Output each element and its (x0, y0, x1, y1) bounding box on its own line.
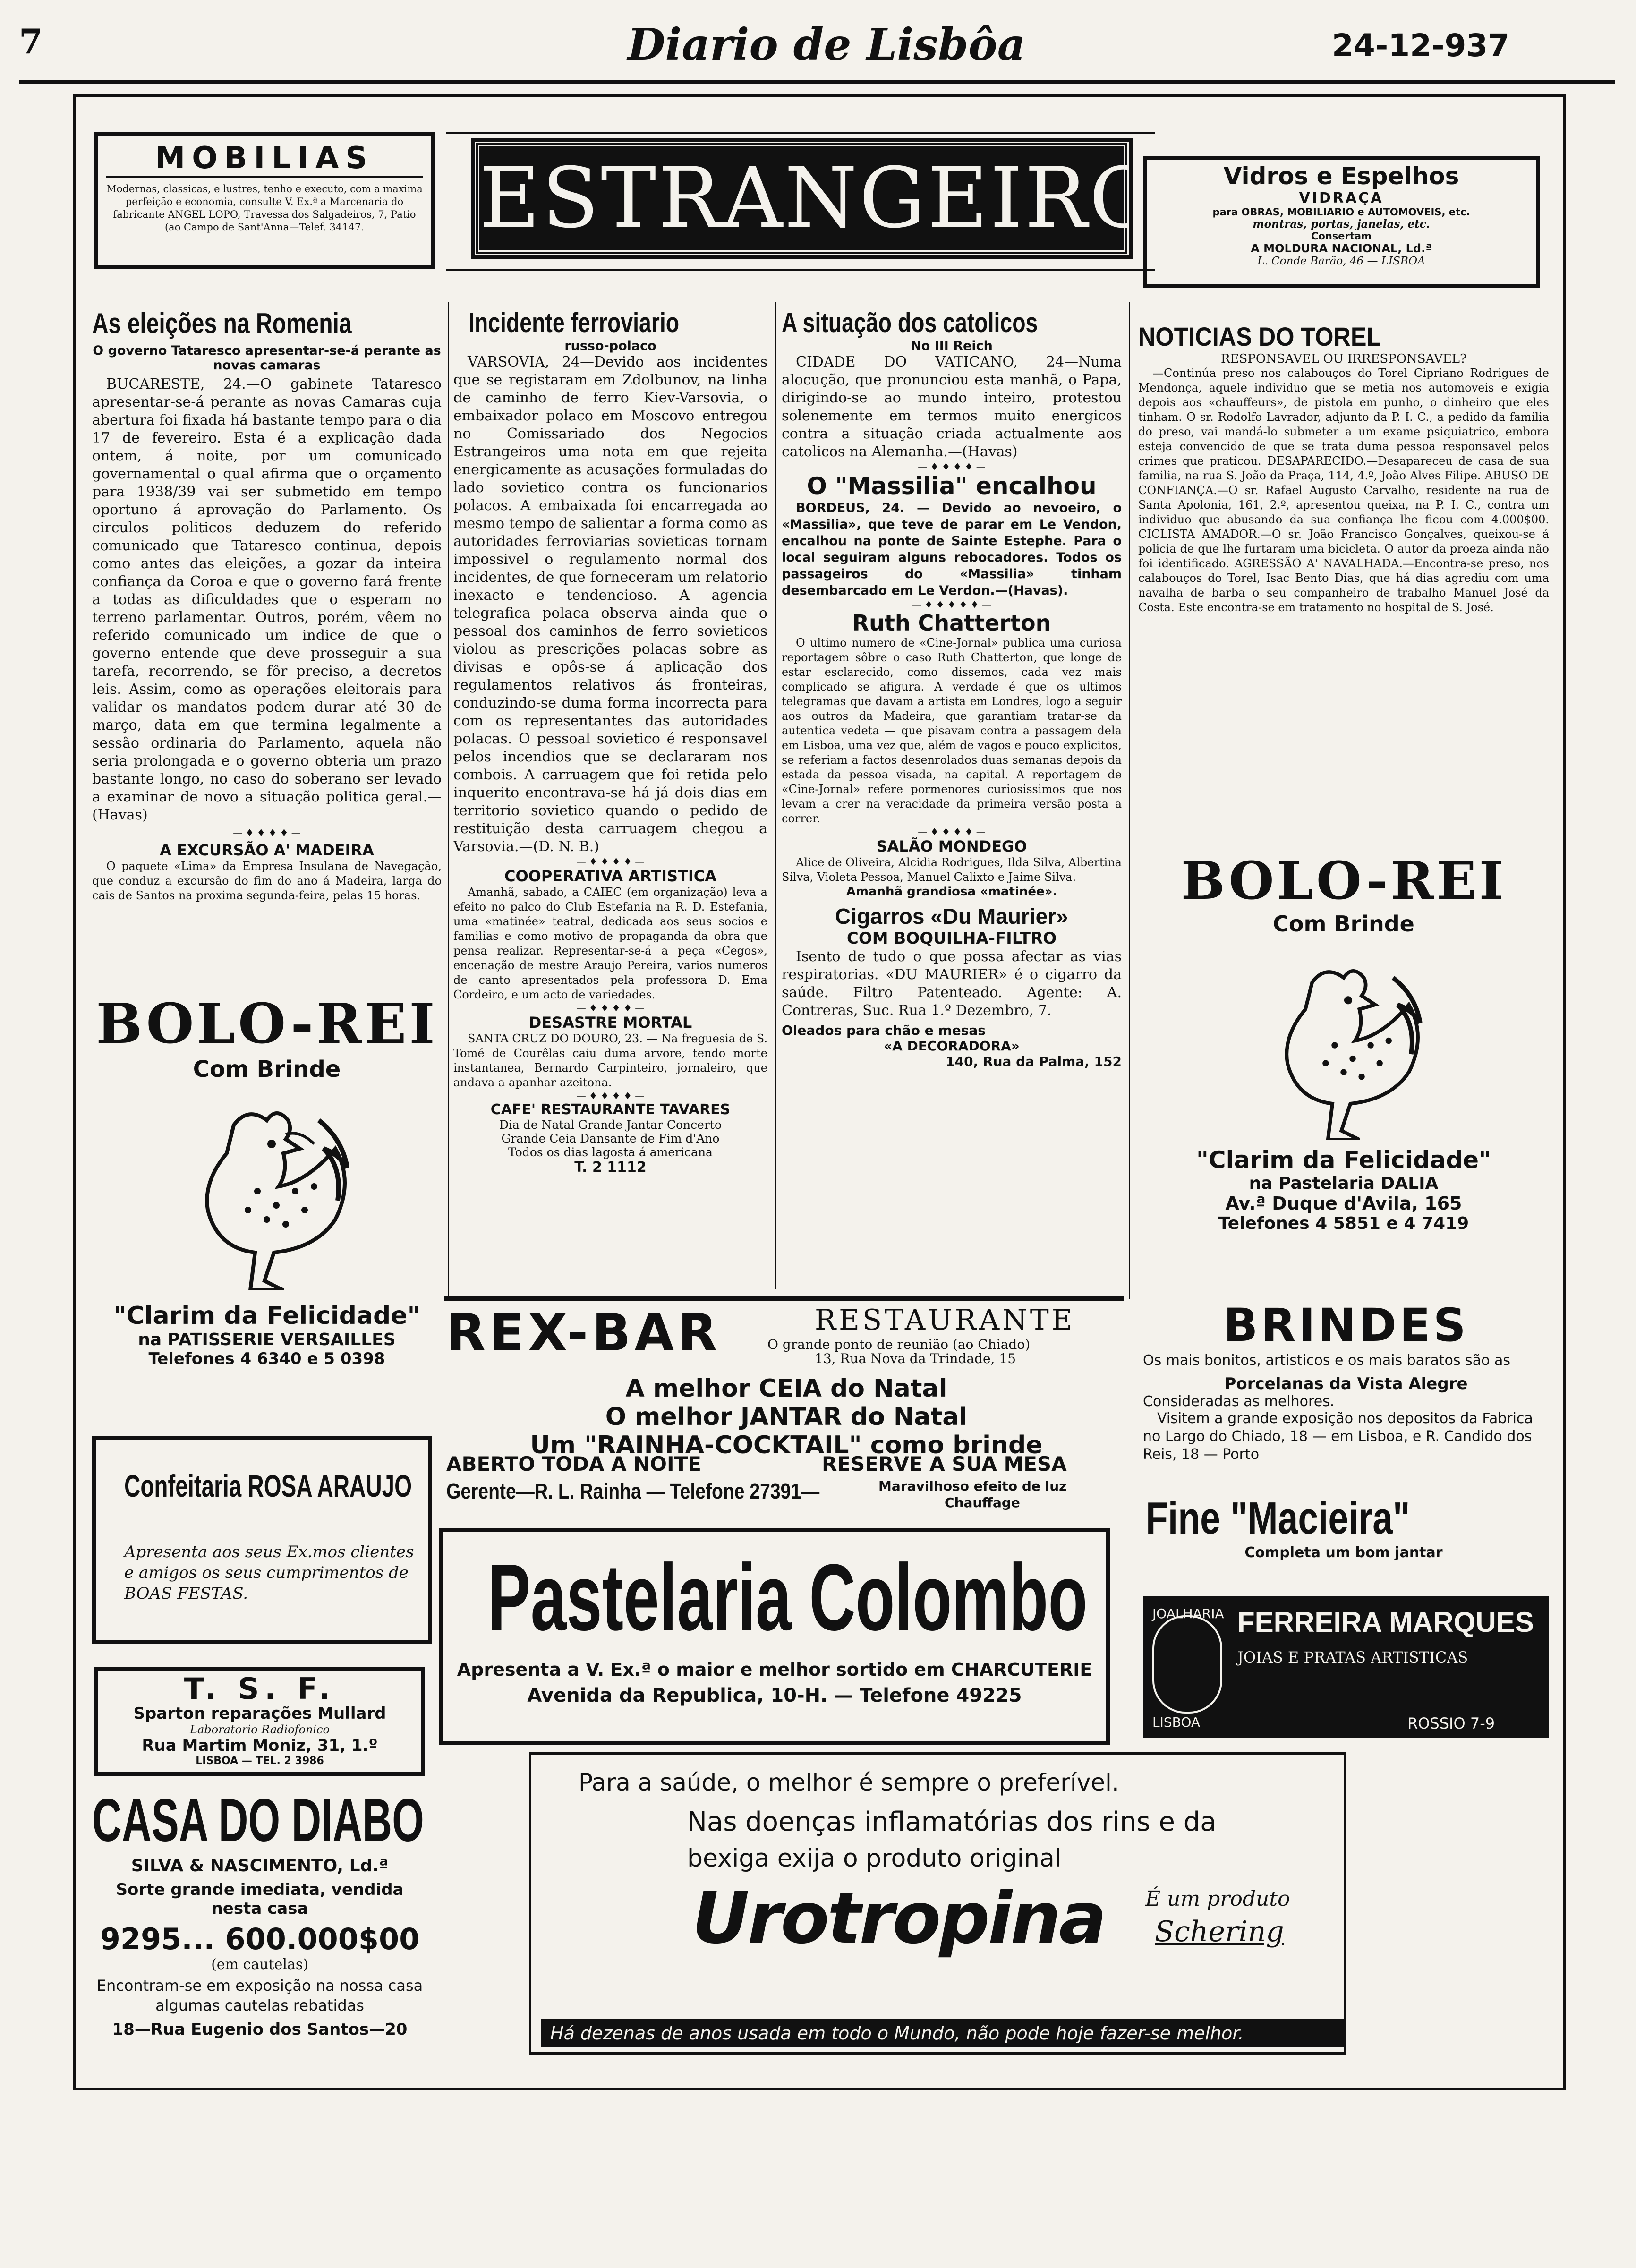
rex-line7: Maravilhoso efeito de luz (878, 1478, 1067, 1494)
brindes-line1: Os mais bonitos, artisticos e os mais baratos são as (1143, 1352, 1510, 1369)
vidros-line5: A MOLDURA NACIONAL, Ld.ª (1251, 242, 1432, 255)
joalharia-line3: JOIAS E PRATAS ARTISTICAS (1237, 1648, 1468, 1666)
bolo-rei-right-sub: Com Brinde (1273, 911, 1414, 937)
confeitaria-ad (92, 1436, 432, 1644)
bolo-rei-right-title: BOLO-REI (1181, 850, 1507, 911)
page-number: 7 (19, 21, 43, 61)
cooperativa-body: Amanhã, sabado, a CAIEC (em organização) leva a efeito no palco do Club Estefania na R. D. Estefania, uma «matinée» teatral, dedicada aos seus socios e familias e como motivo de propaganda da obra que pensa realizar. Representar-se-á a peça «Cegos», encenação de mestre Araujo Pereira, varios numeros de canto apresentados pela professora D. Ema Cordeiro, e um acto de variedades. (453, 886, 767, 1001)
ruth-title: Ruth Chatterton (852, 610, 1051, 636)
vidros-title: Vidros e Espelhos (1223, 162, 1459, 190)
bolo-rei-left-sub: Com Brinde (193, 1056, 341, 1083)
mobilias-ad (94, 132, 435, 269)
rooster-illustration (163, 1092, 371, 1290)
rex-line3: Um "RAINHA-COCKTAIL" como brinde (530, 1431, 1043, 1459)
urotropina-line2: Nas doenças inflamatórias dos rins e da (687, 1807, 1217, 1837)
vidros-line4: Consertam (1311, 230, 1372, 242)
tsf-line4: LISBOA — TEL. 2 3986 (196, 1755, 324, 1767)
section-title: ESTRANGEIRO (479, 150, 1159, 247)
rex-line1: A melhor CEIA do Natal (625, 1374, 947, 1403)
tsf-line3: Rua Martim Moniz, 31, 1.º (142, 1736, 378, 1755)
torel-subtitle: RESPONSAVEL OU IRRESPONSAVEL? (1220, 352, 1467, 366)
vidros-line6: L. Conde Barão, 46 — LISBOA (1257, 255, 1425, 267)
oleados-line3: 140, Rua da Palma, 152 (946, 1054, 1122, 1069)
urotropina-line3: bexiga exija o produto original (687, 1844, 1062, 1873)
massilia-title: O "Massilia" encalhou (807, 472, 1097, 500)
catolicos-body: CIDADE DO VATICANO, 24—Numa alocução, que pronunciou esta manhã, o Papa, dirigindo-se ao mundo inteiro, protestou solenemente em termos muito energicos contra a situação criada actualmente aos catolicos na Alemanha.—(Havas) (782, 354, 1122, 460)
casa-diabo-ad (92, 1785, 427, 2039)
mondego-body: Alice de Oliveira, Alcidia Rodrigues, Ilda Silva, Albertina Silva, Violeta Pessoa, Manuel Calixto e Jaime Silva. (782, 856, 1122, 884)
bolo-rei-ad-right (1138, 850, 1549, 1233)
romenia-subtitle: O governo Tataresco apresentar-se-á perante as novas camaras (93, 343, 441, 373)
brindes-line4: Visitem a grande exposição nos depositos da Fabrica no Largo do Chiado, 18 — em Lisboa, e R. Candido dos Reis, 18 — Porto (1143, 1410, 1533, 1463)
rex-restaurante: RESTAURANTE (815, 1304, 1075, 1337)
joalharia-line1: JOALHARIA (1152, 1606, 1224, 1621)
casa-diabo-line1: Sorte grande imediata, vendida nesta casa (116, 1880, 404, 1918)
bolo-rei-left-place: na PATISSERIE VERSAILLES (138, 1330, 396, 1349)
bolo-rei-right-clarim: "Clarim da Felicidade" (1196, 1146, 1491, 1174)
tavares-line3: Todos os dias lagosta á americana (508, 1145, 713, 1159)
urotropina-line5: Schering (1155, 1915, 1284, 1948)
mondego-title: SALÃO MONDEGO (876, 837, 1027, 855)
rex-bar-ad (446, 1304, 1126, 1459)
casa-diabo-firm: SILVA & NASCIMENTO, Ld.ª (131, 1856, 389, 1876)
colombo-line2: Avenida da Republica, 10-H. — Telefone 49225 (527, 1685, 1022, 1706)
tavares-line1: Dia de Natal Grande Jantar Concerto (499, 1118, 722, 1132)
oleados-line1: Oleados para chão e mesas (782, 1023, 986, 1038)
urotropina-ad (529, 1752, 1346, 2055)
rex-restaurante-line3: 13, Rua Nova da Trindade, 15 (815, 1351, 1016, 1366)
urotropina-brand: Urotropina (692, 1877, 1105, 1960)
newspaper-title: Diario de Lisbôa (627, 19, 1026, 70)
macieira-ad (1138, 1492, 1549, 1561)
bolo-rei-left-title: BOLO-REI (96, 992, 438, 1056)
article-catolicos: A situação dos catolicos No III Reich CIDADE DO VATICANO, 24—Numa alocução, que pronunciou esta manhã, o Papa, dirigindo-se ao mundo inteiro, protestou solenemente em termos muito energicos contra a situação criada actualmente aos catolicos na Alemanha.—(Havas) — ♦ ♦ ♦ ♦ — O "Massilia" encalhou BORDEUS, 24. — Devido ao nevoeiro, o «Massilia», que teve de parar em Le Vendon, encalhou na ponte de Sainte Estephe. Para o local seguiram alguns rebocadores. Todos os passageiros do «Massilia» tinham desembarcado em Le Verdon.—(Havas). — ♦ ♦ ♦ ♦ ♦ — Ruth Chatterton O ultimo numero de «Cine-Jornal» publica uma curiosa reportagem sôbre o caso Ruth Chatterton, que longe de estar esclarecido, como dissemos, cada vez mais complicado se afigura. A verdade é que os ultimos telegramas que davam a artista em Londres, logo a seguir aos outros da Madeira, que garantiam tratar-se da autentica vedeta — que pisavam contra a passagem dela em Lisboa, uma vez que, além de vagos e pouco explicitos, se referiam a factos desenrolados duas semanas depois da estada da pessoa visada, na capital. A reportagem de «Cine-Jornal» refere pormenores curiosissimos que nos levam a crer na veracidade da primeira versão posta a correr. — ♦ ♦ ♦ ♦ — SALÃO MONDEGO Alice de Oliveira, Alcidia Rodrigues, Ilda Silva, Albertina Silva, Violeta Pessoa, Manuel Calixto e Jaime Silva. Amanhã grandiosa «matinée». Cigarros «Du Maurier» COM BOQUILHA-FILTRO Isento de tudo o que possa afectar as vias respiratorias. «DU MAURIER» é o cigarro da saúde. Filtro Patenteado. Agente: A. Contreras, Suc. Rua 1.º Dezembro, 7. Oleados para chão e mesas «A DECORADORA» 140, Rua da Palma, 152 (782, 307, 1122, 1069)
cigarros-body: Isento de tudo o que possa afectar as vias respiratorias. «DU MAURIER» é o cigarro da saúde. Filtro Patenteado. Agente: A. Contreras, Suc. Rua 1.º Dezembro, 7. (782, 948, 1122, 1019)
tavares-title: CAFE' RESTAURANTE TAVARES (490, 1101, 731, 1118)
tavares-line4: T. 2 1112 (574, 1159, 647, 1176)
oleados-line2: «A DECORADORA» (884, 1038, 1020, 1054)
mondego-foot: Amanhã grandiosa «matinée». (846, 885, 1057, 899)
ferroviario-title: Incidente ferroviario (469, 307, 680, 338)
vidros-line1: VIDRAÇA (1299, 190, 1384, 206)
cigarros-subtitle: COM BOQUILHA-FILTRO (846, 929, 1057, 948)
rex-line4: ABERTO TODA A NOITE (446, 1452, 701, 1475)
colombo-ad (439, 1528, 1110, 1745)
vidros-ad (1143, 156, 1540, 288)
colombo-line1: Apresenta a V. Ex.ª o maior e melhor sortido em CHARCUTERIE (457, 1659, 1092, 1680)
romenia-body: BUCARESTE, 24.—O gabinete Tataresco apresentar-se-á perante as novas Camaras cuja abertura foi fixada há bastante tempo para o dia 17 de fevereiro. Esta é a explicação dada ontem, á noite, por um comunicado governamental o qual afirma que o orçamento para 1938/39 vai ser submetido em tempo oportuno á aprovação do Parlamento. Os circulos politicos deduzem do referido comunicado que Tataresco continua, depois como antes das eleições, a gozar da inteira confiança da Coroa e que o governo fará frente a todas as dificuldades que o esperam no terreno parlamentar. Outros, porém, vêem no referido comunicado um indice de que o governo entende que deve prosseguir a sua tarefa, recorrendo, se fôr preciso, a decretos leis. Assim, como as operações eleitorais para validar os mandatos podem durar até 30 de março, data em que termina legalmente a sessão ordinaria do Parlamento, aquela não seria prolongada e o governo obteria um prazo bastante longo, no caso do soberano ser levado a examinar de novo a situação politica geral.—(Havas) (92, 376, 442, 823)
macieira-sub: Completa um bom jantar (1244, 1544, 1443, 1561)
bolo-rei-right-phones: Telefones 4 5851 e 4 7419 (1218, 1214, 1469, 1233)
madeira-body: O paquete «Lima» da Empresa Insulana de Navegação, que conduz a excursão do fim do ano á Madeira, larga do cais de Santos na proxima segunda-feira, pelas 15 horas. (92, 860, 442, 902)
urotropina-line4: É um produto (1145, 1887, 1290, 1911)
rex-restaurante-line2: O grande ponto de reunião (ao Chiado) (767, 1337, 1031, 1352)
rex-title: REX-BAR (446, 1304, 721, 1363)
ruth-body: O ultimo numero de «Cine-Jornal» publica uma curiosa reportagem sôbre o caso Ruth Chatterton, que longe de estar esclarecido, como dissemos, cada vez mais complicado se afigura. A verdade é que os ultimos telegramas que davam a artista em Londres, logo a seguir aos outros da Madeira, que garantiam tratar-se da autentica vedeta — que pisavam contra a passagem dela em Lisboa, uma vez que, além de vagos e pouco explicitos, se referiam a factos desenrolados duas semanas depois da estada da pessoa visada, na capital. A reportagem de «Cine-Jornal» refere pormenores curiosissimos que nos levam a crer na veracidade da primeira versão posta a correr. (782, 636, 1122, 825)
catolicos-title: A situação dos catolicos (782, 307, 1038, 338)
joalharia-line4: LISBOA (1152, 1714, 1201, 1730)
article-ferroviario: Incidente ferroviario russo-polaco VARSOVIA, 24—Devido aos incidentes que se registaram em Zdolbunov, na linha de caminho de ferro Kiev-Varsovia, o embaixador polaco em Moscovo entregou no Comissariado dos Negocios Estrangeiros uma nota em que rejeita energicamente as acusações formuladas do lado sovietico contra os funcionarios polacos. A embaixada foi encarregada ao mesmo tempo de salientar a forma como as autoridades ferroviarias sovieticas tornam impossivel o regulamento normal dos incidentes, de que forneceram um relatorio inexacto e tendencioso. A agencia telegrafica polaca observa ainda que o pessoal dos caminhos de ferro sovieticos violou as prescrições polacas sobre as divisas e opôs-se á aplicação dos regulamentos relativos ás fronteiras, conduzindo-se duma forma incorrecta para com os representantes das autoridades polacas. O pessoal sovietico é responsavel pelos incendios que se declararam nos combois. A carruagem que foi retida pelo inquerito encontrava-se há já dois dias em territorio sovietico quando o pedido de restituição desta carruagem chegou a Varsovia.—(D. N. B.) — ♦ ♦ ♦ ♦ — COOPERATIVA ARTISTICA Amanhã, sabado, a CAIEC (em organização) leva a efeito no palco do Club Estefania na R. D. Estefania, uma «matinée» teatral, dedicada aos seus socios e familias e como motivo de propaganda da obra que pensa realizar. Representar-se-á a peça «Cegos», encenação de mestre Araujo Pereira, varios numeros de canto apresentados pela professora D. Ema Cordeiro, e um acto de variedades. — ♦ ♦ ♦ ♦ — DESASTRE MORTAL SANTA CRUZ DO DOURO, 23. — Na freguesia de S. Tomé de Courêlas caiu duma arvore, tendo morte instantanea, Bernardo Carpinteiro, jornaleiro, que andava a apanhar azeitona. — ♦ ♦ ♦ ♦ — CAFE' RESTAURANTE TAVARES Dia de Natal Grande Jantar Concerto Grande Ceia Dansante de Fim d'Ano Todos os dias lagosta á americana T. 2 1112 (453, 307, 767, 1176)
confeitaria-title: Confeitaria ROSA ARAUJO (124, 1468, 412, 1503)
cooperativa-title: COOPERATIVA ARTISTICA (504, 867, 717, 885)
casa-diabo-number: 9295... 600.000$00 (100, 1922, 420, 1956)
desastre-body: SANTA CRUZ DO DOURO, 23. — Na freguesia de S. Tomé de Courêlas caiu duma arvore, tendo morte instantanea, Bernardo Carpinteiro, jornaleiro, que andava a apanhar azeitona. (453, 1032, 767, 1089)
confeitaria-text: Apresenta aos seus Ex.mos clientes e amigos os seus cumprimentos de BOAS FESTAS. (124, 1543, 414, 1603)
torel-body: —Continúa preso nos calabouços do Torel Cipriano Rodrigues de Mendonça, aquele individuo que se metia nos automoveis e exigia depois aos «chauffeurs», de pistola em punho, o dinheiro que eles tinham. O sr. Rodolfo Lavrador, adjunto da P. I. C., a pedido da familia do preso, vai mandá-lo submeter a um exame psiquiatrico, embora esteja convencido de que se trata duma pessoa responsavel pelos crimes que praticou. DESAPARECIDO.—Desapareceu de casa de sua familia, na rua S. João da Praça, 114, 4.º, João Alves Filipe. ABUSO DE CONFIANÇA.—O sr. Rafael Augusto Carvalho, residente na rua de Santa Apolonia, 161, 2.º, apresentou queixa, na P. I. C., contra um individuo que abusando da sua confiança lhe ficou com 4.000$00. CICLISTA AMADOR.—O sr. João Francisco Gonçalves, queixou-se á policia de que lhe furtaram uma bicicleta. O autor da proeza ainda não foi identificado. AGRESSÃO A' NAVALHADA.—Encontra-se preso, nos calabouços do Torel, Isac Bento Dias, que há dias agrediu com uma navalha de barba o seu companheiro de trabalho Manuel José da Costa. Este encontra-se em tratamento no hospital de S. José. (1138, 367, 1549, 614)
ferroviario-subtitle: russo-polaco (564, 339, 656, 353)
romenia-title: As eleições na Romenia (92, 307, 352, 339)
bolo-rei-left-clarim: "Clarim da Felicidade" (113, 1302, 420, 1330)
catolicos-subtitle: No III Reich (911, 339, 993, 353)
vidros-line3: montras, portas, janelas, etc. (1253, 218, 1430, 230)
casa-diabo-addr: 18—Rua Eugenio dos Santos—20 (112, 2020, 408, 2039)
rex-line2: O melhor JANTAR do Natal (605, 1403, 968, 1431)
casa-diabo-line3: Encontram-se em exposição na nossa casa algumas cautelas rebatidas (96, 1977, 423, 2014)
article-torel (1138, 321, 1549, 615)
issue-date: 24-12-937 (1332, 27, 1510, 64)
massilia-body: BORDEUS, 24. — Devido ao nevoeiro, o «Massilia», que teve de parar em Le Vendon, encalhou na ponte de Sainte Estephe. Para o local seguiram alguns rebocadores. Todos os passageiros do «Massilia» tinham desembarcado em Le Verdon.—(Havas). (782, 501, 1122, 598)
macieira-title: Fine "Macieira" (1146, 1493, 1410, 1543)
vidros-line2: para OBRAS, MOBILIARIO e AUTOMOVEIS, etc. (1212, 206, 1470, 218)
ferroviario-body: VARSOVIA, 24—Devido aos incidentes que se registaram em Zdolbunov, na linha de caminho de ferro Kiev-Varsovia, o embaixador polaco em Moscovo entregou no Comissariado dos Negocios Estrangeiros uma nota em que rejeita energicamente as acusações formuladas do lado sovietico contra os funcionarios polacos. A embaixada foi encarregada ao mesmo tempo de salientar a forma como as autoridades ferroviarias sovieticas tornam impossivel o regulamento normal dos incidentes, de que forneceram um relatorio inexacto e tendencioso. A agencia telegrafica polaca observa ainda que o pessoal dos caminhos de ferro sovieticos violou as prescrições polacas sobre as divisas e opôs-se á aplicação dos regulamentos relativos ás fronteiras, conduzindo-se duma forma incorrecta para com os representantes das autoridades polacas. O pessoal sovietico é responsavel pelos incendios que se declararam nos combois. A carruagem que foi retida pelo inquerito encontrava-se há já dois dias em territorio sovietico quando o pedido de restituição desta carruagem chegou a Varsovia.—(D. N. B.) (453, 354, 767, 855)
brindes-line2: Porcelanas da Vista Alegre (1224, 1374, 1468, 1393)
rooster-illustration-right (1244, 951, 1443, 1140)
rex-line8: Chauffage (945, 1495, 1020, 1510)
urotropina-line1: Para a saúde, o melhor é sempre o preferível. (579, 1769, 1119, 1796)
tavares-line2: Grande Ceia Dansante de Fim d'Ano (501, 1132, 720, 1145)
tsf-line1: Sparton reparações Mullard (133, 1704, 386, 1723)
brindes-line3: Consideradas as melhores. (1143, 1393, 1335, 1410)
bolo-rei-right-addr: Av.ª Duque d'Avila, 165 (1225, 1193, 1462, 1214)
article-romenia: As eleições na Romenia O governo Tataresco apresentar-se-á perante as novas camaras BUCARESTE, 24.—O gabinete Tataresco apresentar-se-á perante as novas Camaras cuja abertura foi fixada há bastante tempo para o dia 17 de fevereiro. Esta é a explicação dada ontem, á noite, por um comunicado governamental o qual afirma que o orçamento para 1938/39 vai ser submetido em tempo oportuno á aprovação do Parlamento. Os circulos politicos deduzem do referido comunicado que Tataresco continua, depois como antes das eleições, a gozar da inteira confiança da Coroa e que o governo fará frente a todas as dificuldades que o esperam no terreno parlamentar. Outros, porém, vêem no referido comunicado um indice de que o governo entende que deve prosseguir a sua tarefa, recorrendo, se fôr preciso, a decretos leis. Assim, como as operações eleitorais para validar os mandatos podem durar até 30 de março, data em que termina legalmente a sessão ordinaria do Parlamento, aquela não seria prolongada e o governo obteria um prazo bastante longo, no caso do soberano ser levado a examinar de novo a situação politica geral.—(Havas) — ♦ ♦ ♦ ♦ — A EXCURSÃO A' MADEIRA O paquete «Lima» da Empresa Insulana de Navegação, que conduz a excursão do fim do ano á Madeira, larga do cais de Santos na proxima segunda-feira, pelas 15 horas. (92, 307, 442, 902)
joalharia-ad (1143, 1596, 1549, 1738)
tsf-title: T. S. F. (184, 1671, 336, 1706)
tsf-line2: Laboratorio Radiofonico (190, 1723, 330, 1736)
madeira-title: A EXCURSÃO A' MADEIRA (160, 841, 374, 859)
urotropina-footer: Há dezenas de anos usada em todo o Mundo, não pode hoje fazer-se melhor. (541, 2019, 1344, 2047)
joalharia-line2: FERREIRA MARQUES (1237, 1606, 1534, 1638)
bolo-rei-left-phones: Telefones 4 6340 e 5 0398 (148, 1349, 385, 1368)
torel-title: NOTICIAS DO TOREL (1138, 322, 1381, 351)
rex-line5: RESERVE A SUA MESA (822, 1452, 1067, 1475)
casa-diabo-line2: (em cautelas) (211, 1956, 308, 1973)
colombo-title: Pastelaria Colombo (487, 1545, 1088, 1650)
casa-diabo-title: CASA DO DIABO (92, 1787, 424, 1854)
rex-line6: Gerente—R. L. Rainha — Telefone 27391— (446, 1479, 820, 1503)
tsf-ad (94, 1667, 425, 1776)
cigarros-title: Cigarros «Du Maurier» (835, 904, 1068, 929)
brindes-ad (1143, 1299, 1549, 1464)
mobilias-title: MOBILIAS (106, 141, 423, 178)
brindes-title: BRINDES (1223, 1299, 1469, 1352)
mobilias-text: Modernas, classicas, e lustres, tenho e executo, com a maxima perfeição e economia, consulte V. Ex.ª a Marcenaria do fabricante ANGEL LOPO, Travessa dos Salgadeiros, 7, Patio (ao Campo de Sant'Anna—Telef. 34147. (106, 183, 423, 233)
section-banner (475, 142, 1159, 255)
joalharia-line5: ROSSIO 7-9 (1407, 1714, 1495, 1732)
desastre-title: DESASTRE MORTAL (528, 1014, 692, 1032)
bolo-rei-ad-left (92, 992, 442, 1368)
bolo-rei-right-place: na Pastelaria DALIA (1249, 1174, 1439, 1193)
